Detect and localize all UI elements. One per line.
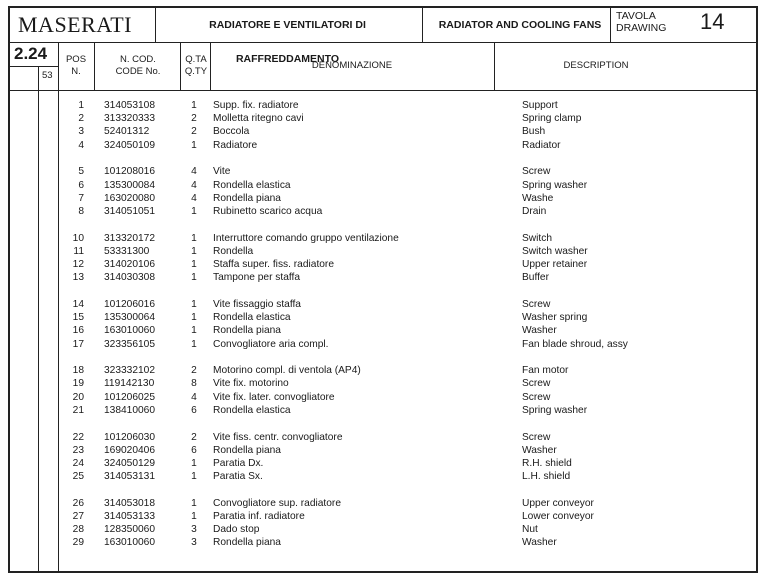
cell-description: Screw bbox=[522, 378, 551, 390]
cell-pos: 23 bbox=[72, 444, 84, 456]
cell-qty: 1 bbox=[191, 245, 197, 257]
cell-description: Screw bbox=[522, 391, 551, 403]
title-english: RADIATOR AND COOLING FANS bbox=[438, 19, 602, 31]
table-row bbox=[10, 510, 750, 523]
brand-logo: MASERATI bbox=[18, 12, 133, 37]
cell-denominazione: Rondella elastica bbox=[213, 179, 291, 191]
cell-code: 128350060 bbox=[104, 524, 155, 536]
cell-qty: 1 bbox=[191, 457, 197, 469]
cell-denominazione: Vite fix. motorino bbox=[213, 378, 289, 390]
cell-code: 101206016 bbox=[104, 298, 155, 310]
divider bbox=[610, 8, 611, 42]
cell-qty: 1 bbox=[191, 497, 197, 509]
cell-qty: 4 bbox=[191, 179, 197, 191]
cell-pos: 29 bbox=[72, 537, 84, 549]
drawing-label-en: DRAWING bbox=[616, 22, 667, 34]
cell-code: 324050109 bbox=[104, 139, 155, 151]
cell-description: Fan motor bbox=[522, 365, 569, 377]
cell-qty: 4 bbox=[191, 166, 197, 178]
cell-qty: 1 bbox=[191, 338, 197, 350]
cell-code: 323356105 bbox=[104, 338, 155, 350]
tavola-label: TAVOLA bbox=[616, 10, 656, 22]
cell-qty: 1 bbox=[191, 205, 197, 217]
section-sub: 53 bbox=[42, 70, 53, 81]
col-code-header bbox=[96, 54, 180, 78]
cell-description: Buffer bbox=[522, 272, 549, 284]
table-row bbox=[10, 232, 750, 245]
cell-code: 314051051 bbox=[104, 205, 155, 217]
cell-pos: 10 bbox=[72, 232, 84, 244]
divider bbox=[94, 42, 95, 90]
cell-denominazione: Interruttore comando gruppo ventilazione bbox=[213, 232, 399, 244]
cell-code: 314030308 bbox=[104, 272, 155, 284]
cell-code: 163010060 bbox=[104, 537, 155, 549]
table-row bbox=[10, 205, 750, 218]
cell-qty: 6 bbox=[191, 404, 197, 416]
cell-description: Spring clamp bbox=[522, 113, 582, 125]
cell-pos: 8 bbox=[78, 205, 84, 217]
cell-pos: 21 bbox=[72, 404, 84, 416]
cell-qty: 3 bbox=[191, 537, 197, 549]
table-row bbox=[10, 338, 750, 351]
table-row bbox=[10, 457, 750, 470]
cell-code: 163020080 bbox=[104, 192, 155, 204]
table-row bbox=[10, 271, 750, 284]
cell-pos: 6 bbox=[78, 179, 84, 191]
divider bbox=[38, 66, 39, 90]
cell-pos: 27 bbox=[72, 511, 84, 522]
table-row bbox=[10, 258, 750, 271]
cell-description: R.H. shield bbox=[522, 457, 572, 469]
cell-denominazione: Rondella piana bbox=[213, 325, 281, 337]
cell-pos: 17 bbox=[72, 338, 84, 350]
cell-denominazione: Convogliatore sup. radiatore bbox=[213, 497, 341, 509]
cell-qty: 1 bbox=[191, 259, 197, 270]
cell-pos: 4 bbox=[78, 139, 84, 151]
cell-qty: 6 bbox=[191, 444, 197, 456]
cell-code: 314053108 bbox=[104, 100, 155, 111]
table-row bbox=[10, 324, 750, 337]
cell-pos: 28 bbox=[72, 524, 84, 536]
cell-qty: 1 bbox=[191, 139, 197, 151]
cell-denominazione: Radiatore bbox=[213, 139, 258, 151]
cell-description: Washer bbox=[522, 444, 557, 456]
cell-pos: 11 bbox=[73, 245, 84, 257]
cell-qty: 1 bbox=[191, 100, 197, 111]
section-number: 2.24 bbox=[14, 44, 48, 63]
cell-denominazione: Rondella elastica bbox=[213, 404, 291, 416]
cell-code: 135300064 bbox=[104, 312, 155, 324]
cell-pos: 18 bbox=[72, 365, 84, 377]
cell-denominazione: Vite fissaggio staffa bbox=[213, 298, 301, 310]
cell-pos: 16 bbox=[72, 325, 84, 337]
col-code-label: N. COD. bbox=[120, 54, 156, 65]
table-row bbox=[10, 497, 750, 510]
cell-description: L.H. shield bbox=[522, 471, 571, 483]
column-header-bar bbox=[10, 42, 756, 91]
drawing-label bbox=[616, 10, 666, 34]
table-row bbox=[10, 523, 750, 536]
cell-pos: 25 bbox=[72, 471, 84, 483]
cell-qty: 1 bbox=[191, 232, 197, 244]
divider bbox=[10, 66, 58, 67]
divider bbox=[422, 8, 423, 42]
cell-pos: 1 bbox=[78, 100, 84, 111]
cell-denominazione: Rondella elastica bbox=[213, 312, 291, 324]
cell-denominazione: Rondella piana bbox=[213, 537, 281, 549]
cell-code: 169020406 bbox=[104, 444, 155, 456]
cell-denominazione: Molletta ritegno cavi bbox=[213, 113, 304, 125]
cell-description: Nut bbox=[522, 524, 538, 536]
cell-description: Spring washer bbox=[522, 179, 588, 191]
cell-pos: 15 bbox=[72, 312, 84, 324]
cell-pos: 13 bbox=[72, 272, 84, 284]
cell-code: 135300084 bbox=[104, 179, 155, 191]
cell-code: 163010060 bbox=[104, 325, 155, 337]
cell-qty: 1 bbox=[191, 312, 197, 324]
cell-description: Washer bbox=[522, 537, 557, 549]
cell-description: Washe bbox=[522, 192, 554, 204]
cell-qty: 2 bbox=[191, 431, 197, 443]
table-row bbox=[10, 391, 750, 404]
cell-description: Washer spring bbox=[522, 312, 588, 324]
cell-code: 314020106 bbox=[104, 259, 155, 270]
cell-description: Spring washer bbox=[522, 404, 588, 416]
cell-description: Lower conveyor bbox=[522, 511, 594, 522]
cell-denominazione: Staffa super. fiss. radiatore bbox=[213, 259, 334, 270]
cell-code: 119142130 bbox=[104, 378, 155, 390]
cell-denominazione: Tampone per staffa bbox=[213, 272, 301, 284]
col-qty-header bbox=[181, 54, 211, 78]
table-row bbox=[10, 364, 750, 377]
cell-description: Screw bbox=[522, 431, 551, 443]
cell-qty: 3 bbox=[191, 524, 197, 536]
cell-qty: 4 bbox=[191, 192, 197, 204]
cell-description: Fan blade shroud, assy bbox=[522, 338, 628, 350]
cell-pos: 26 bbox=[72, 497, 84, 509]
cell-pos: 3 bbox=[78, 126, 84, 138]
cell-qty: 1 bbox=[191, 471, 197, 483]
col-denominazione-header: DENOMINAZIONE bbox=[311, 60, 393, 71]
cell-denominazione: Vite fiss. centr. convogliatore bbox=[213, 431, 343, 443]
cell-denominazione: Paratia Dx. bbox=[213, 457, 264, 469]
cell-qty: 2 bbox=[191, 126, 197, 138]
cell-qty: 1 bbox=[191, 325, 197, 337]
table-row bbox=[10, 298, 750, 311]
table-row bbox=[10, 536, 750, 549]
cell-description: Switch washer bbox=[522, 245, 588, 257]
table-row bbox=[10, 192, 750, 205]
cell-pos: 12 bbox=[72, 259, 84, 270]
col-pos-label-2: N. bbox=[71, 66, 81, 77]
cell-pos: 7 bbox=[78, 192, 84, 204]
table-row bbox=[10, 125, 750, 138]
cell-denominazione: Supp. fix. radiatore bbox=[213, 100, 299, 111]
cell-qty: 1 bbox=[191, 511, 197, 522]
table-row bbox=[10, 377, 750, 390]
cell-qty: 1 bbox=[191, 272, 197, 284]
cell-description: Switch bbox=[522, 232, 553, 244]
cell-denominazione: Rondella piana bbox=[213, 444, 281, 456]
cell-code: 138410060 bbox=[104, 404, 155, 416]
cell-description: Screw bbox=[522, 298, 551, 310]
cell-qty: 8 bbox=[191, 378, 197, 390]
table-row bbox=[10, 404, 750, 417]
cell-description: Washer bbox=[522, 325, 557, 337]
cell-denominazione: Dado stop bbox=[213, 524, 260, 536]
cell-code: 313320333 bbox=[104, 113, 155, 125]
title-italian: RADIATORE E VENTILATORI DI RAFFREDDAMENTO bbox=[209, 19, 366, 65]
divider bbox=[58, 42, 59, 90]
table-row bbox=[10, 112, 750, 125]
col-code-label-2: CODE No. bbox=[115, 66, 161, 77]
table-row bbox=[10, 179, 750, 192]
cell-description: Bush bbox=[522, 126, 546, 138]
table-row bbox=[10, 139, 750, 152]
cell-code: 313320172 bbox=[104, 232, 155, 244]
divider bbox=[494, 42, 495, 90]
cell-code: 324050129 bbox=[104, 457, 155, 469]
cell-code: 53331300 bbox=[104, 245, 150, 257]
cell-code: 323332102 bbox=[104, 365, 155, 377]
col-description-header: DESCRIPTION bbox=[563, 60, 629, 71]
cell-pos: 19 bbox=[72, 378, 84, 390]
cell-qty: 1 bbox=[191, 298, 197, 310]
cell-denominazione: Motorino compl. di ventola (AP4) bbox=[213, 365, 361, 377]
table-row bbox=[10, 444, 750, 457]
cell-denominazione: Paratia inf. radiatore bbox=[213, 511, 305, 522]
col-pos-header bbox=[60, 54, 92, 78]
cell-code: 101206030 bbox=[104, 431, 155, 443]
cell-denominazione: Boccola bbox=[213, 126, 250, 138]
cell-pos: 20 bbox=[72, 391, 84, 403]
divider bbox=[210, 42, 211, 90]
table-row bbox=[10, 311, 750, 324]
cell-pos: 2 bbox=[78, 113, 84, 125]
cell-pos: 14 bbox=[72, 298, 84, 310]
divider bbox=[155, 8, 156, 42]
col-pos-label: POS bbox=[65, 54, 87, 65]
table-row bbox=[10, 165, 750, 178]
cell-qty: 2 bbox=[191, 365, 197, 377]
cell-denominazione: Paratia Sx. bbox=[213, 471, 263, 483]
cell-description: Screw bbox=[522, 166, 551, 178]
table-row bbox=[10, 470, 750, 483]
cell-pos: 24 bbox=[72, 457, 84, 469]
cell-pos: 5 bbox=[78, 166, 84, 178]
table-row bbox=[10, 245, 750, 258]
cell-code: 314053131 bbox=[104, 471, 155, 483]
col-qty-label-2: Q.TY bbox=[184, 66, 208, 77]
cell-description: Radiator bbox=[522, 139, 561, 151]
cell-qty: 2 bbox=[191, 113, 197, 125]
cell-denominazione: Convogliatore aria compl. bbox=[213, 338, 329, 350]
cell-description: Drain bbox=[522, 205, 547, 217]
cell-denominazione: Vite bbox=[213, 166, 231, 178]
cell-description: Upper retainer bbox=[522, 259, 588, 270]
col-qty-label: Q.TA bbox=[185, 54, 207, 65]
cell-description: Support bbox=[522, 100, 558, 111]
cell-code: 52401312 bbox=[104, 126, 150, 138]
drawing-number: 14 bbox=[700, 9, 725, 34]
cell-denominazione: Vite fix. later. convogliatore bbox=[213, 391, 335, 403]
cell-denominazione: Rondella bbox=[213, 245, 254, 257]
cell-denominazione: Rondella piana bbox=[213, 192, 281, 204]
cell-code: 101206025 bbox=[104, 391, 155, 403]
table-row bbox=[10, 99, 750, 112]
cell-code: 314053133 bbox=[104, 511, 155, 522]
cell-denominazione: Rubinetto scarico acqua bbox=[213, 205, 323, 217]
table-row bbox=[10, 431, 750, 444]
cell-code: 314053018 bbox=[104, 497, 155, 509]
parts-sheet bbox=[8, 6, 758, 573]
cell-pos: 22 bbox=[72, 431, 84, 443]
cell-code: 101208016 bbox=[104, 166, 155, 178]
cell-description: Upper conveyor bbox=[522, 497, 594, 509]
cell-qty: 4 bbox=[191, 391, 197, 403]
